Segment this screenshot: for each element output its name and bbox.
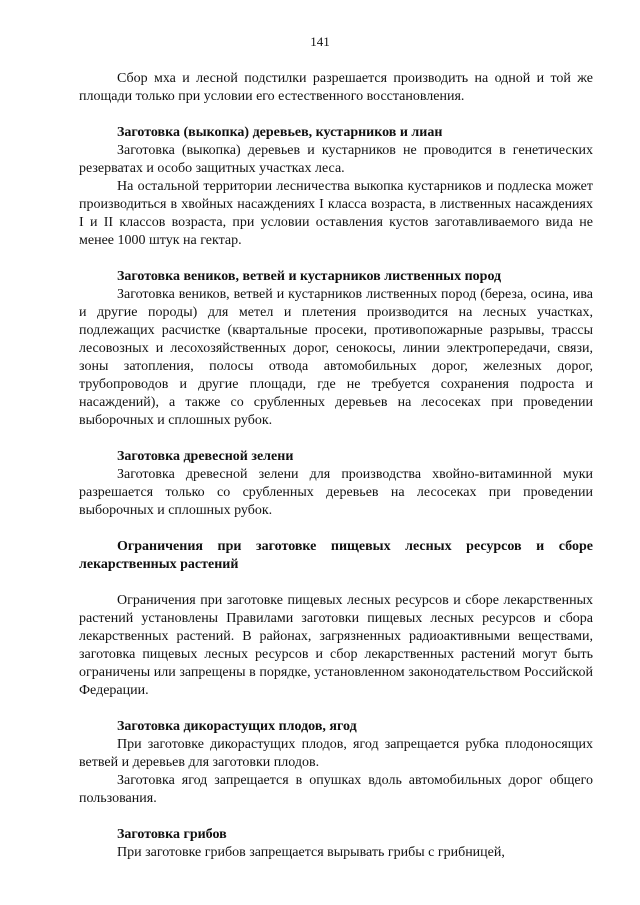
paragraph-mushrooms: При заготовке грибов запрещается вырывать грибы с грибницей, (117, 845, 505, 860)
paragraph-tree-digging-restriction: Заготовка (выкопка) деревьев и кустарников не проводится в генетических резерватах и особо защитных участках леса. (79, 143, 593, 176)
paragraph-food-resources-restrictions: Ограничения при заготовке пищевых лесных ресурсов и сборе лекарственных растений установлены Правилами заготовки пищевых лесных ресурсов и сбора лекарственных растений. В районах, загрязненных радиоактивными веществами, заготовка пищевых лесных ресурсов и сбор лекарственных растений могут быть ограничены или запрещены в порядке, установленном законодательством Российской Федерации. (79, 593, 593, 698)
heading-tree-digging: Заготовка (выкопка) деревьев, кустарников и лиан (117, 125, 443, 140)
heading-tree-greenery: Заготовка древесной зелени (117, 449, 294, 464)
paragraph-tree-digging-conditions: На остальной территории лесничества выкопка кустарников и подлеска может производиться в хвойных насаждениях I класса возраста, в лиственных насаждениях I и II классов возраста, при условии оставления кустов заготавливаемого вида не менее 1000 штук на гектар. (79, 179, 593, 248)
page-number: 141 (310, 34, 330, 49)
paragraph-tree-greenery: Заготовка древесной зелени для производства хвойно-витаминной муки разрешается только со срубленных деревьев на лесосеках при проведении выборочных и сплошных рубок. (79, 467, 593, 518)
document-body (79, 70, 593, 862)
paragraph-moss-collection: Сбор мха и лесной подстилки разрешается производить на одной и той же площади только при условии его естественного восстановления. (79, 71, 593, 104)
paragraph-wild-fruits: При заготовке дикорастущих плодов, ягод запрещается рубка плодоносящих ветвей и деревьев для заготовки плодов. (79, 737, 593, 770)
heading-wild-fruits: Заготовка дикорастущих плодов, ягод (117, 719, 357, 734)
paragraph-brooms-branches: Заготовка веников, ветвей и кустарников лиственных пород (береза, осина, ива и другие породы) для метел и плетения производится на лесных участках, подлежащих расчистке (квартальные просеки, противопожарные разрывы, трассы лесовозных и лесохозяйственных дорог, сенокосы, линии электропередачи, связи, зоны затопления, полосы отвода автомобильных дорог, железных дорог, трубопроводов и другие площади, где не требуется сохранения подроста и насаждений), а также со срубленных деревьев на лесосеках при проведении выборочных и сплошных рубок. (79, 287, 593, 428)
heading-mushrooms: Заготовка грибов (117, 827, 227, 842)
heading-food-resources-restrictions: Ограничения при заготовке пищевых лесных ресурсов и сборе лекарственных растений (79, 539, 593, 572)
heading-brooms-branches: Заготовка веников, ветвей и кустарников лиственных пород (117, 269, 502, 284)
paragraph-berries-roadside: Заготовка ягод запрещается в опушках вдоль автомобильных дорог общего пользования. (79, 773, 593, 806)
